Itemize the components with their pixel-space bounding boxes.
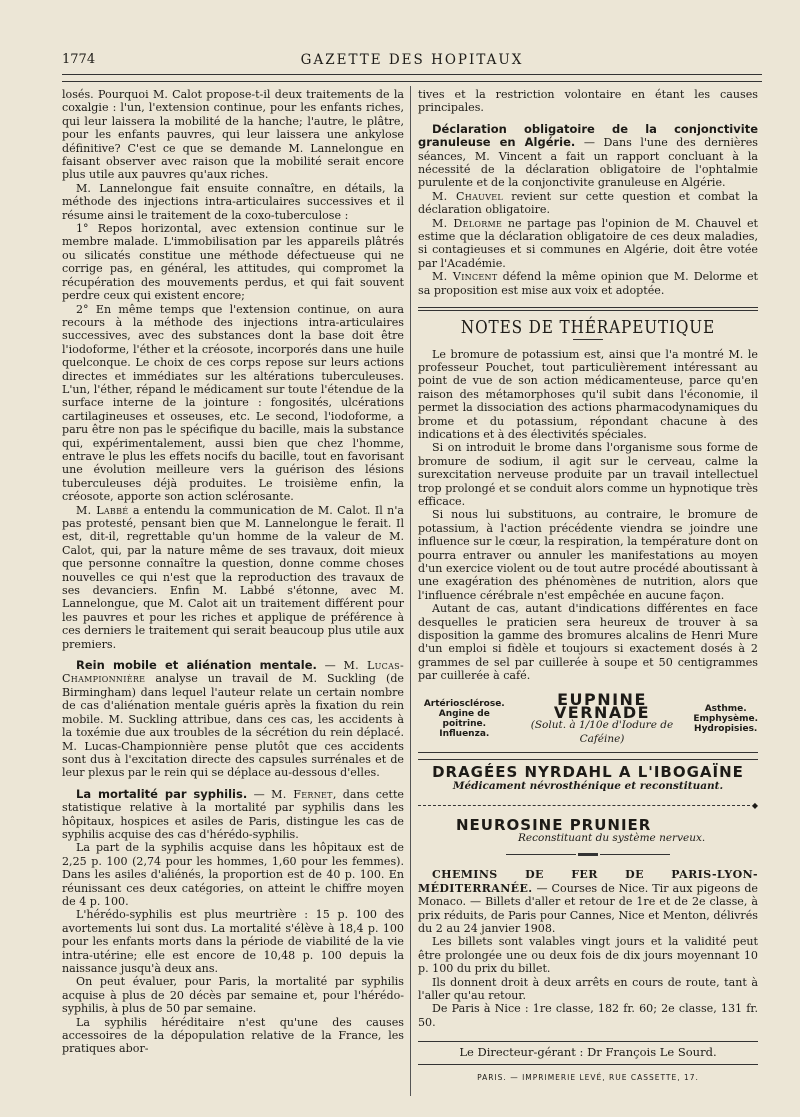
column-separator (410, 86, 411, 1096)
section-title: Rein mobile et aliénation mentale. (76, 658, 317, 673)
header-rule (62, 74, 762, 75)
paragraph-text: analyse un travail de M. Suckling (de Birmingham) dans lequel l'auteur relate un certain nombre de cas d'aliénation mentale guéris après la fixation du rein mobile. M. Suckling attribue, dans ces cas, les accidents à la toxémie due aux troubles de la sécrétion du rein déplacé. M. Lucas-Championnière pense plutôt que ces accidents sont dus à l'excitation directe des capsules surrénales et de leur plexus par le rein qui se déplace au-dessous d'elles. (62, 672, 404, 780)
rule (418, 1041, 758, 1042)
ad-right-indications (693, 704, 758, 734)
notes-header (418, 307, 758, 339)
paragraph: On peut évaluer, pour Paris, la mortalité par syphilis acquise à plus de 20 décès par semaine et, pour l'hérédo-syphilis, à plus de 50 par semaine. (62, 975, 404, 1016)
dash: — (316, 659, 344, 673)
rule (418, 1064, 758, 1065)
paragraph-text: défend la même opinion que M. Delorme et sa proposition est mise aux voix et adoptée. (418, 270, 758, 297)
running-title: GAZETTE DES HOPITAUX (300, 52, 524, 68)
ad-product-name: NEUROSINE PRUNIER (456, 815, 652, 834)
ad-product-subtitle: (Solut. à 1/10e d'Iodure de Caféine) (530, 719, 674, 745)
rule (418, 310, 758, 311)
person-name: M. Fernet (271, 787, 333, 801)
person-name: M. Vincent (432, 270, 498, 284)
paragraph: 2° En même temps que l'extension continue, on aura recours à la méthode des injections intra-articulaires successives, avec des substances dont la base doit être l'iodoforme, l'éther et la créosote, incorporés dans une huile quelconque. Le choix de ces corps repose sur leurs actions directes et immédiates sur les altérations tuberculeuses. L'un, l'éther, répand le médicament sur toute l'étendue de la surface interne de la jointure : fongosités, ulcérations cartilagineuses et osseuses, etc. Le second, l'iodoforme, a paru être non pas le spécifique du bacille, mais la substance qui, expérimentalement, aussi bien que chez l'homme, entrave le plus les effets nocifs du bacille, tout en favorisant une évolution meilleure vers la guérison des lésions tuberculeuses déjà produites. Le troisième enfin, la créosote, apporte son action sclérosante. (62, 302, 404, 504)
paragraph: La part de la syphilis acquise dans les hôpitaux est de 2,25 p. 100 (2,74 pour les hommes, 1,60 pour les femmes). Dans les asiles d'aliénés, la proportion est de 40 p. 100. En réunissant ces deux catégories, on atteint le chiffre moyen de 4 p. 100. (62, 841, 404, 908)
ad-left-indications (418, 699, 511, 739)
person-name: M. Labbé (76, 503, 129, 517)
indication: Asthme. (704, 704, 747, 715)
paragraph: 1° Repos horizontal, avec extension continue sur le membre malade. L'immobilisation par les appareils plâtrés ou silicatés constitue une méthode défectueuse qui ne corrige pas, en général, les attitudes, qui compromet la récupération des mouvements perdus, et qui fait souvent perdre ceux qui existent encore; (62, 222, 404, 303)
paragraph: losés. Pourquoi M. Calot propose-t-il deux traitements de la coxalgie : l'un, l'extension continue, pour les enfants riches, qui leur laissera la mobilité de la hanche; l'autre, le plâtre, pour les enfants pauvres, qui leur laissera une ankylose définitive? C'est ce que se demande M. Lannelongue en faisant observer avec raison que la mobilité serait encore plus utile aux pauvres qu'aux riches. (62, 88, 404, 182)
section-title: Déclaration obligatoire de la conjonctivite granuleuse en Algérie. (418, 121, 758, 150)
ad-product-name: EUPNINE VERNADE (553, 689, 651, 723)
paragraph: Les billets sont valables vingt jours et la validité peut être prolongée une ou deux fois de dix jours moyennant 10 p. 100 du prix du billet. (418, 935, 758, 976)
paragraph: Si on introduit le brome dans l'organisme sous forme de bromure de sodium, il agit sur le cerveau, calme la surexcitation nerveuse produite par un travail intellectuel trop prolongé et se conduit alors comme un hypnotique très efficace. (418, 441, 758, 508)
paragraph (418, 270, 758, 297)
person-name: M. Chauvel (432, 189, 504, 203)
section-title: La mortalité par syphilis. (76, 786, 248, 801)
paragraph: Autant de cas, autant d'indications différentes en face desquelles le praticien sera heureux de trouver à sa disposition la gamme des bromures alcalins de Henri Mure d'un emploi si fidèle et toujours si exactement dosés à 2 grammes de sel par cuillerée à soupe et 50 centigrammes par cuillerée à café. (418, 602, 758, 683)
paragraph-text: revient sur cette question et combat la déclaration obligatoire. (418, 189, 758, 217)
header-rule-double (62, 81, 762, 82)
section-mortalite-syphilis (62, 788, 404, 842)
indication: Angine de poitrine. (438, 709, 490, 730)
person-name: M. Delorme (432, 216, 503, 230)
paragraph (62, 504, 404, 651)
right-column (418, 88, 758, 1084)
short-rule (573, 339, 603, 340)
paragraph: M. Lannelongue fait ensuite connaître, en détails, la méthode des injections intra-articulaires successives et il résume ainsi le traitement de la coxo-tuberculose : (62, 181, 404, 222)
rule (418, 307, 758, 308)
paragraph (418, 190, 758, 217)
paragraph-text: , dans cette statistique relative à la mortalité par syphilis dans les hôpitaux, hospices et asiles de Paris, distingue les cas de syphilis acquise des cas d'hérédo-syphilis. (62, 787, 404, 841)
rail-notice (418, 868, 758, 935)
indication: Emphysème. (693, 714, 758, 725)
dashed-rule: ◆ (418, 799, 758, 812)
ad-product-subtitle: Reconstituant du système nerveux. (518, 831, 706, 844)
paragraph (418, 217, 758, 271)
ad-product-subtitle: Médicament névrosthénique et reconstituant. (452, 779, 724, 792)
ad-eupnine (418, 689, 758, 857)
paragraph: tives et la restriction volontaire en étant les causes principales. (418, 88, 758, 115)
indication: Artériosclérose. (423, 699, 505, 710)
paragraph-text: a entendu la communication de M. Calot. Il n'a pas protesté, pensant bien que M. Lannelongue le ferait. Il est, dit-il, regrettable qu'un homme de la valeur de M. Calot, qui, par la nature même de ses travaux, doit mieux que personne connaître la question, donne comme choses nouvelles ce qui n'est que la reproduction des travaux de ses devanciers. Enfin M. Labbé s'étonne, avec M. Lannelongue, que M. Calot ait un traitement différent pour les pauvres et pour les riches et applique de préférence à ces derniers le traitement qui serait beaucoup plus utile aux premiers. (62, 503, 404, 651)
paragraph: La syphilis héréditaire n'est qu'une des causes accessoires de la dépopulation relative de la France, les pratiques abor- (62, 1015, 404, 1056)
paragraph: De Paris à Nice : 1re classe, 182 fr. 60; 2e classe, 131 fr. 50. (418, 1002, 758, 1029)
rule (418, 759, 758, 760)
editor-line: Le Directeur-gérant : Dr François Le Sourd. (459, 1045, 717, 1060)
paragraph: Le bromure de potassium est, ainsi que l'a montré M. le professeur Pouchet, tout particulièrement intéressant au point de vue de son action médicamenteuse, parce qu'en raison des métamorphoses qu'il subit dans l'économie, il permet la dissociation des actions pharmacodynamiques du brome et du potassium, répondant chacune à des indications et à des électivités spéciales. (418, 347, 758, 441)
ornament-rule (418, 853, 758, 856)
page-number: 1774 (62, 52, 96, 67)
paragraph: Ils donnent droit à deux arrêts en cours de route, tant à l'aller qu'au retour. (418, 975, 758, 1002)
indication: Hydropisies. (694, 724, 758, 735)
dash: — (247, 787, 272, 801)
left-column (62, 88, 404, 1056)
page-header (62, 52, 762, 74)
rule (418, 752, 758, 753)
ad-product-name: DRAGÉES NYRDAHL A L'IBOGAÏNE (432, 763, 744, 782)
printer-line: PARIS. — IMPRIMERIE LEVÉ, RUE CASSETTE, 17. (477, 1072, 699, 1082)
paragraph: Si nous lui substituons, au contraire, le bromure de potassium, à l'action précédente viendra se joindre une influence sur le cœur, la respiration, la température dont on pourra entraver ou annuler les manifestations au moyen d'un exercice violent ou de tout autre procédé aboutissant à une exagération des phénomènes de nutrition, alors que l'influence cérébrale n'est empêchée en aucune façon. (418, 508, 758, 602)
paragraph-text: ne partage pas l'opinion de M. Chauvel et estime que la déclaration obligatoire de ces deux maladies, si contagieuses et si communes en Algérie, doit être votée par l'Académie. (418, 216, 758, 270)
notes-title: NOTES DE THÉRAPEUTIQUE (460, 317, 716, 339)
imprint (418, 1041, 758, 1084)
section-conjonctivite (418, 123, 758, 190)
person-name: M. Lucas-Championnière (62, 659, 404, 686)
paragraph-text: — Courses de Nice. Tir aux pigeons de Monaco. — Billets d'aller et retour de 1re et de 2e classe, à prix réduits, de Paris pour Cannes, Nice et Menton, délivrés du 2 au 24 janvier 1908. (418, 881, 758, 935)
section-rein-mobile (62, 659, 404, 780)
paragraph-text: — Dans l'une des dernières séances, M. Vincent a fait un rapport concluant à la nécessité de la déclaration obligatoire de l'ophtalmie purulente et de la conjonctivite granuleuse en Algérie. (418, 136, 758, 190)
paragraph: L'hérédo-syphilis est plus meurtrière : 15 p. 100 des avortements lui sont dus. La mortalité s'élève à 18,4 p. 100 pour les enfants morts dans la période de viabilité de la vie intra-utérine; elle est encore de 10,48 p. 100 depuis la naissance jusqu'à deux ans. (62, 908, 404, 975)
indication: Influenza. (439, 729, 490, 740)
section-title: CHEMINS DE FER DE PARIS-LYON-MÉDITERRANÉE. (418, 868, 758, 895)
